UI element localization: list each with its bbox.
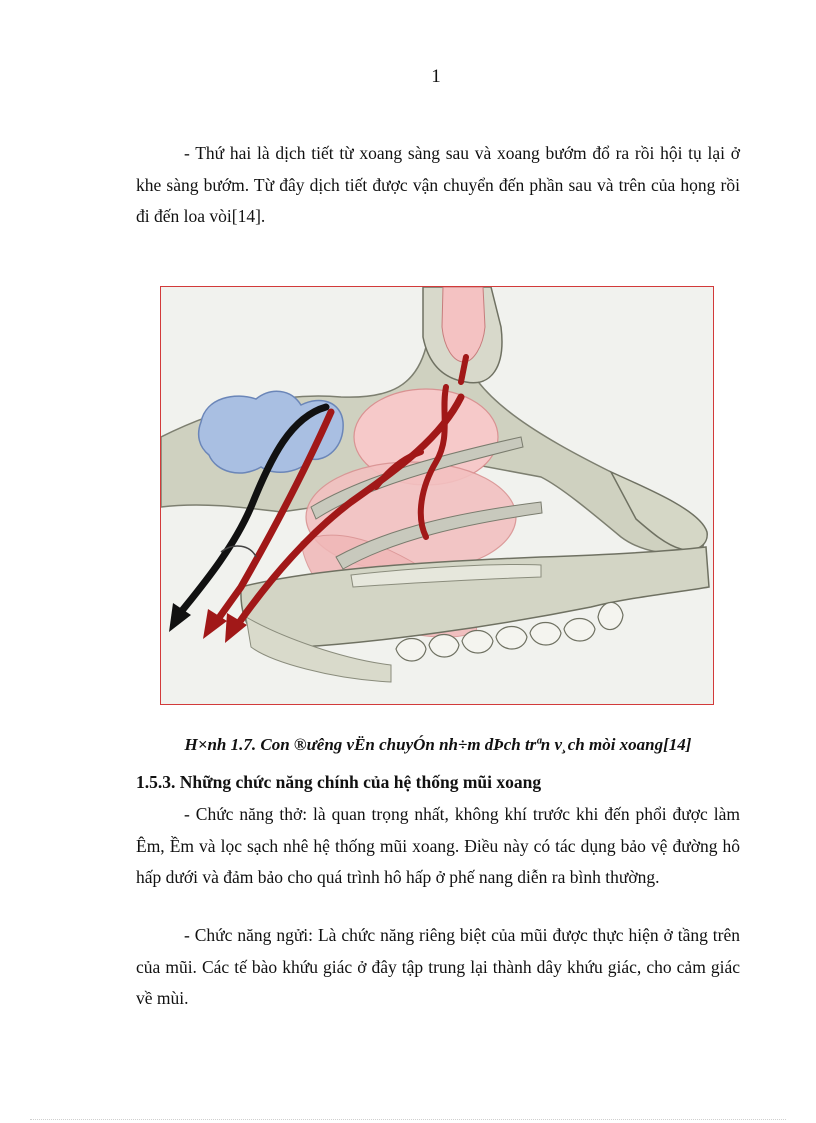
- smell-paragraph: - Chức năng ngửi: Là chức năng riêng biệt của mũi được thực hiện ở tầng trên của mũi. Các tế bào khứu giác ở đây tập trung lại thành dây khứu giác, cho cảm giác về mùi.: [136, 925, 740, 1008]
- page-number: 1: [431, 66, 441, 87]
- nasal-anatomy-figure: [160, 286, 714, 705]
- intro-paragraph: - Thứ hai là dịch tiết từ xoang sàng sau và xoang bướm đổ ra rồi hội tụ lại ở khe sàng bướm. Từ đây dịch tiết được vận chuyển đến phần sau và trên của họng rồi đi đến loa vòi[14].: [136, 143, 740, 226]
- figure-caption: H×nh 1.7. Con ®ưêng vËn chuyÓn nh÷m dÞch trªn v¸ch mòi xoang[14]: [184, 735, 692, 754]
- page-bottom-divider: [30, 1119, 786, 1120]
- nasal-anatomy-illustration: [161, 287, 714, 705]
- section-heading: 1.5.3. Những chức năng chính của hệ thống mũi xoang: [136, 772, 542, 792]
- breathing-paragraph: - Chức năng thở: là quan trọng nhất, không khí trước khi đến phổi được làm Êm, Ềm và lọc sạch nhê hệ thống mũi xoang. Điều này có tác dụng bảo vệ đường hô hấp dưới và đảm bảo cho quá trình hô hấp ở phế nang diễn ra bình thường.: [136, 804, 740, 887]
